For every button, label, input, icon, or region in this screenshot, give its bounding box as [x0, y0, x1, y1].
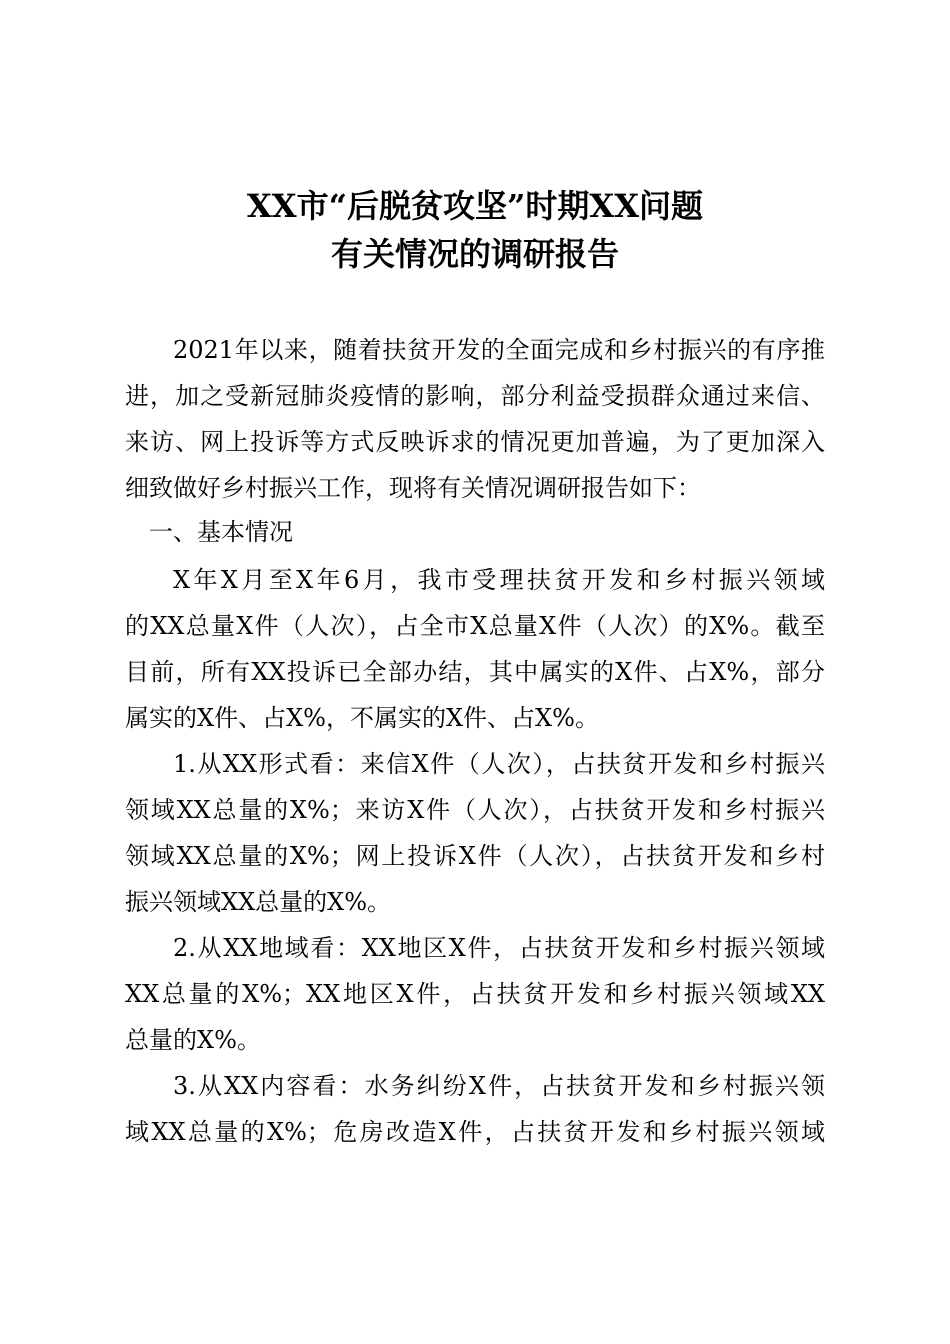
point-3-paragraph-line: 域XX总量的X%；危房改造X件，占扶贫开发和乡村振兴领域 [125, 1118, 825, 1146]
intro-paragraph-line: 进，加之受新冠肺炎疫情的影响，部分利益受损群众通过来信、 [125, 382, 825, 410]
point-1-paragraph-line: 振兴领域XX总量的X%。 [125, 888, 392, 916]
summary-paragraph-line: 目前，所有XX投诉已全部办结，其中属实的X件、占X%，部分 [125, 658, 825, 686]
point-2-paragraph-line: 总量的X%。 [125, 1026, 261, 1054]
summary-paragraph-line: X年X月至X年6月，我市受理扶贫开发和乡村振兴领域 [173, 566, 825, 594]
point-1-paragraph-line: 1.从XX形式看：来信X件（人次），占扶贫开发和乡村振兴 [173, 750, 825, 778]
point-1-paragraph-line: 领域XX总量的X%；来访X件（人次），占扶贫开发和乡村振兴 [125, 796, 825, 824]
summary-paragraph-line: 属实的X件、占X%，不属实的X件、占X%。 [125, 704, 599, 732]
document-title-line-1: XX市“后脱贫攻坚”时期XX问题 [246, 187, 704, 225]
point-1-paragraph-line: 领域XX总量的X%；网上投诉X件（人次），占扶贫开发和乡村 [125, 842, 825, 870]
point-2-paragraph-line: 2.从XX地域看：XX地区X件，占扶贫开发和乡村振兴领域 [173, 934, 825, 962]
summary-paragraph-line: 的XX总量X件（人次），占全市X总量X件（人次）的X%。截至 [125, 612, 825, 640]
document-title-line-2: 有关情况的调研报告 [330, 235, 619, 273]
intro-paragraph-line: 细致做好乡村振兴工作，现将有关情况调研报告如下： [125, 474, 701, 502]
point-3-paragraph-line: 3.从XX内容看：水务纠纷X件，占扶贫开发和乡村振兴领 [173, 1072, 825, 1100]
intro-paragraph-line: 来访、网上投诉等方式反映诉求的情况更加普遍，为了更加深入 [125, 428, 825, 456]
point-2-paragraph-line: XX总量的X%；XX地区X件，占扶贫开发和乡村振兴领域XX [125, 980, 825, 1008]
intro-paragraph-line: 2021年以来，随着扶贫开发的全面完成和乡村振兴的有序推 [173, 336, 825, 364]
section-heading-basic-situation: 一、基本情况 [149, 518, 293, 546]
